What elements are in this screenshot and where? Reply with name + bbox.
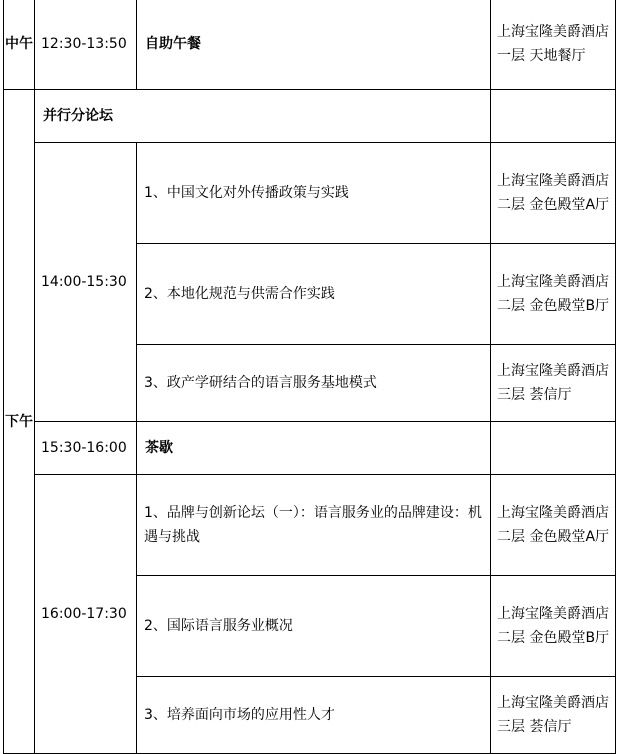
event-break: 茶歇 <box>137 422 491 475</box>
topic-s1-3: 3、政产学研结合的语言服务基地模式 <box>137 345 491 422</box>
forum-header-row <box>4 90 616 143</box>
period-noon: 中午 <box>5 35 33 52</box>
topic-s2-3: 3、培养面向市场的应用性人才 <box>137 677 491 754</box>
venue-s1-2: 上海宝隆美爵酒店二层 金色殿堂B厅 <box>491 244 616 345</box>
topic-s2-2: 2、国际语言服务业概况 <box>137 576 491 677</box>
topic-s1-2: 2、本地化规范与供需合作实践 <box>137 244 491 345</box>
noon-row <box>4 0 616 90</box>
topic-s1-1: 1、中国文化对外传播政策与实践 <box>137 143 491 244</box>
break-venue <box>491 422 616 475</box>
venue-s1-3: 上海宝隆美爵酒店三层 荟信厅 <box>491 345 616 422</box>
session1-row-1 <box>4 143 616 244</box>
venue-s2-3: 上海宝隆美爵酒店三层 荟信厅 <box>491 677 616 754</box>
forum-header: 并行分论坛 <box>35 90 491 143</box>
forum-header-venue <box>491 90 616 143</box>
topic-s2-1: 1、品牌与创新论坛（一）：语言服务业的品牌建设：机遇与挑战 <box>137 475 491 576</box>
time-session1: 14:00-15:30 <box>35 143 137 422</box>
event-lunch: 自助午餐 <box>137 0 491 90</box>
venue-s2-1: 上海宝隆美爵酒店二层 金色殿堂A厅 <box>491 475 616 576</box>
venue-s2-2: 上海宝隆美爵酒店二层 金色殿堂B厅 <box>491 576 616 677</box>
schedule-grid <box>3 0 616 754</box>
session2-row-1 <box>4 475 616 576</box>
time-break: 15:30-16:00 <box>35 422 137 475</box>
time-session2: 16:00-17:30 <box>35 475 137 754</box>
venue-lunch: 上海宝隆美爵酒店一层 天地餐厅 <box>491 0 616 90</box>
period-noon-cell <box>4 0 35 90</box>
period-afternoon: 下午 <box>4 90 35 754</box>
time-noon: 12:30-13:50 <box>35 0 137 90</box>
break-row <box>4 422 616 475</box>
venue-s1-1: 上海宝隆美爵酒店二层 金色殿堂A厅 <box>491 143 616 244</box>
